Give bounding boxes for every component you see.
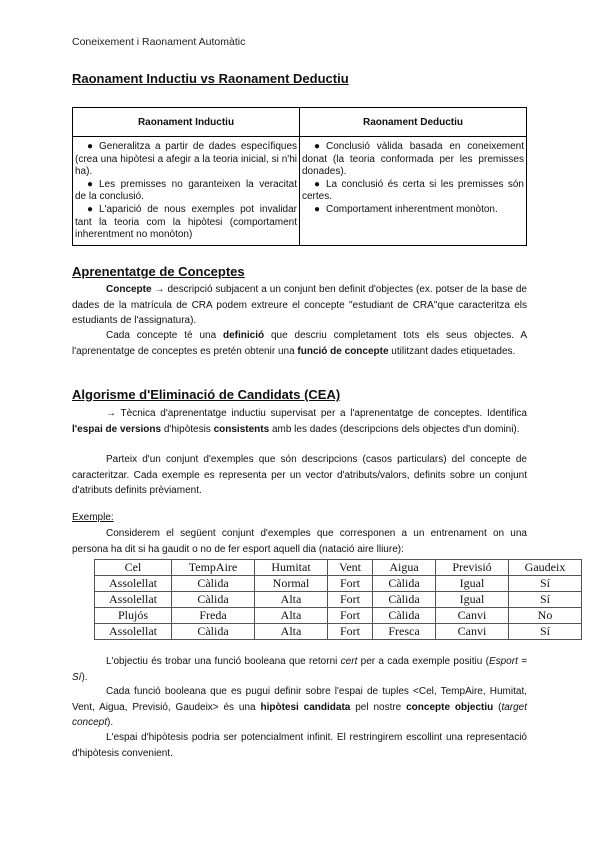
hypothesis-space-paragraph: L'espai d'hipòtesis podria ser potencialment infinit. El restringirem escollint una representació d'hipòtesis convenient.: [72, 732, 527, 759]
objective-paragraph: L'objectiu és trobar una funció booleana que retorni cert per a cada exemple positiu (Esport = Sí).: [72, 656, 528, 683]
table-row: [95, 624, 582, 640]
list-item: ● Comportament inherentment monòton.: [302, 204, 524, 217]
concepts-heading: Aprenentatge de Conceptes: [72, 264, 245, 279]
concepts-paragraph-2: Cada concepte té una definició que descriu completament tots els seus objectes. A l'aprenentatge de conceptes es pretén obtenir una funció de concepte utilitzant dades etiquetades.: [72, 330, 527, 357]
table-cell: Càlida: [373, 592, 436, 608]
table-header-row: [95, 560, 582, 576]
table-cell: Fort: [328, 576, 373, 592]
table-cell: No: [509, 608, 582, 624]
table-cell: Fort: [328, 608, 373, 624]
bullet-icon: ●: [86, 141, 93, 152]
header-deductive: Raonament Deductiu: [300, 108, 527, 137]
deductive-cell: [300, 137, 527, 246]
bullet-icon: ●: [313, 203, 320, 215]
list-item: ● Conclusió vàlida basada en coneixement donat (la teoria conformada per les premisses donades).: [302, 141, 524, 178]
bullet-icon: ●: [313, 178, 320, 190]
example-label: Exemple:: [72, 512, 114, 523]
table-cell: Assolellat: [95, 624, 172, 640]
running-header: Coneixement i Raonament Automàtic: [72, 36, 246, 48]
column-header: Cel: [95, 560, 172, 576]
table-row: [95, 592, 582, 608]
table-cell: Assolellat: [95, 576, 172, 592]
table-cell: Sí: [509, 576, 582, 592]
list-item: ● L'aparició de nous exemples pot invalidar tant la teoria com la hipòtesi (comportament inherentment no monòton): [75, 203, 297, 241]
table-cell: Càlida: [172, 624, 255, 640]
table-cell: Normal: [255, 576, 328, 592]
table-cell: Fort: [328, 624, 373, 640]
table-row: [95, 576, 582, 592]
list-item: ● Les premisses no garanteixen la veracitat de la conclusió.: [75, 178, 297, 203]
table-cell: Plujós: [95, 608, 172, 624]
table-cell: Càlida: [373, 576, 436, 592]
table-cell: Freda: [172, 608, 255, 624]
table-cell: Canvi: [436, 608, 509, 624]
table-cell: Sí: [509, 592, 582, 608]
table-cell: Fort: [328, 592, 373, 608]
table-cell: Igual: [436, 592, 509, 608]
cea-heading: Algorisme d'Eliminació de Candidats (CEA): [72, 387, 341, 402]
header-inductive: Raonament Inductiu: [73, 108, 300, 137]
section-title: Raonament Inductiu vs Raonament Deductiu: [72, 71, 349, 86]
comparison-table: [72, 107, 527, 246]
examples-table: [94, 559, 582, 640]
table-cell: Igual: [436, 576, 509, 592]
column-header: Vent: [328, 560, 373, 576]
table-cell: Fresca: [373, 624, 436, 640]
bullet-icon: ●: [86, 203, 93, 215]
table-cell: Alta: [255, 624, 328, 640]
inductive-cell: [73, 137, 300, 246]
column-header: Humitat: [255, 560, 328, 576]
example-intro: Considerem el següent conjunt d'exemples que corresponen a un entrenament on una persona ha dit si ha gaudit o no de fer esport aquell dia (natació aire lliure):: [72, 528, 527, 555]
list-item: ● La conclusió és certa si les premisses són certes.: [302, 178, 524, 203]
table-cell: Càlida: [172, 576, 255, 592]
bullet-icon: ●: [313, 141, 320, 152]
table-cell: Càlida: [373, 608, 436, 624]
table-cell: Alta: [255, 592, 328, 608]
table-cell: Assolellat: [95, 592, 172, 608]
cea-paragraph-1: → Tècnica d'aprenentatge inductiu supervisat per a l'aprenentatge de conceptes. Identifica l'espai de versions d'hipòtesis consistents amb les dades (descripcions dels objectes d'un domini).: [72, 408, 527, 435]
table-cell: Càlida: [172, 592, 255, 608]
cea-paragraph-2: Parteix d'un conjunt d'exemples que són descripcions (casos particulars) del concepte de caracteritzar. Cada exemple es representa per un vector d'atributs/valors, definits sobre un conjunt d'atributs definits prèviament.: [72, 454, 527, 496]
table-cell: Canvi: [436, 624, 509, 640]
column-header: Gaudeix: [509, 560, 582, 576]
table-row: [95, 608, 582, 624]
concepts-paragraph-1: Concepte → descripció subjacent a un conjunt ben definit d'objectes (ex. potser de la base de dades de la matrícula de CRA podem extreure el concepte "estudiant de CRA"que caracteritza els estudiants de l'assignatura).: [72, 284, 527, 326]
column-header: Previsió: [436, 560, 509, 576]
hypothesis-paragraph: Cada funció booleana que es pugui definir sobre l'espai de tuples <Cel, TempAire, Humitat, Vent, Aigua, Previsió, Gaudeix> és una hipòtesi candidata pel nostre concepte objectiu (target concept).: [72, 686, 528, 728]
column-header: Aigua: [373, 560, 436, 576]
list-item: ● Generalitza a partir de dades específiques (crea una hipòtesi a afegir a la teoria inicial, si n'hi ha).: [75, 141, 297, 178]
bullet-icon: ●: [86, 178, 93, 190]
table-cell: Alta: [255, 608, 328, 624]
table-cell: Sí: [509, 624, 582, 640]
column-header: TempAire: [172, 560, 255, 576]
